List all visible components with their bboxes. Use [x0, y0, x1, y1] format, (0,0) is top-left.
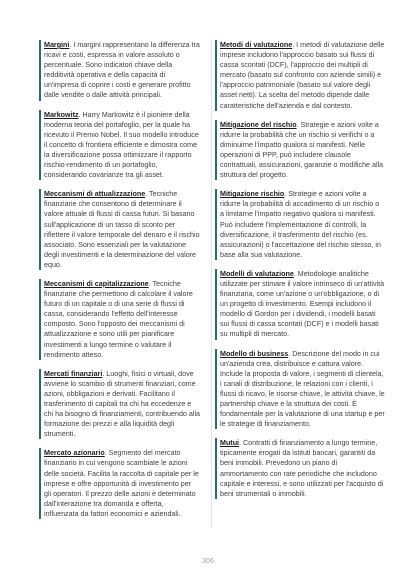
glossary-definition: . Luoghi, fisici o virtuali, dove avviene lo scambio di strumenti finanziari, come azioni, obbligazioni e derivati. Facilitano il trasferimento di capitali tra chi ha eccedenze e chi ha bisogno di finanziamenti, contribuendo alla formazione dei prezzi e alla liquidità degli strumenti.: [44, 369, 201, 439]
glossary-term: Margini: [44, 41, 70, 49]
glossary-entry-meccanismi-attualizzazione: [39, 189, 200, 270]
glossary-column-right: [215, 40, 385, 508]
glossary-definition: . Strategie e azioni volte a ridurre la probabilità che un rischio si verifichi o a diminuirne l'impatto qualora si manifesti. Nelle operazioni di PPP, può includere clausole contrattuali, assicurazioni, garanzie o modifiche alla struttura del progetto.: [220, 120, 384, 180]
glossary-definition: . Descrizione del modo in cui un'azienda crea, distribuisce e cattura valore. Include la proposta di valore, i segmenti di clientela, i canali di distribuzione, le relazioni con i clienti, i flussi di ricavo, le risorse chiave, le attività chiave, le partnership chiave e la struttura dei costi. È fondamentale per la valutazione di una startup e per le strategie di finanziamento.: [220, 349, 385, 429]
glossary-entry-modello-business: [215, 349, 385, 430]
glossary-term: Mercati finanziari: [44, 369, 103, 378]
glossary-entry-mercati-finanziari: [39, 369, 200, 440]
glossary-entry-mitigazione-del-rischio: [215, 120, 385, 181]
glossary-entry-mitigazione-rischio: [215, 189, 385, 260]
glossary-definition: . I metodi di valutazione delle imprese includono l'approccio basato sui flussi di cassa scontati (DCF), l'approccio dei multipli di mercato (basato sul confronto con aziende simili) e l'approccio patrimoniale (basato sul valore degli asset netti). La scelta del metodo dipende dalle caratteristiche dell'azienda e dal contesto.: [220, 41, 385, 110]
glossary-definition: . Metodologie analitiche utilizzate per stimare il valore intrinseco di un'attività finanziaria, come un'azione o un'obbligazione, o di un progetto di investimento. Esempi includono il modello di Gordon per i dividendi, i modelli basati sui flussi di cassa scontati (DCF) e i modelli basati su multipli di mercato.: [220, 269, 385, 339]
glossary-entry-metodi-valutazione: [215, 40, 385, 111]
page-number: 306: [202, 558, 214, 565]
glossary-term: Metodi di valutazione: [220, 41, 293, 49]
glossary-term: Mercato azionario: [44, 449, 105, 458]
glossary-term: Mitigazione del rischio: [220, 120, 297, 129]
glossary-term: Mitigazione rischio: [220, 190, 285, 199]
glossary-definition: . Contratti di finanziamento a lungo termine, tipicamente erogati da istituti bancari, garantiti da beni immobili. Prevedono un piano di ammortamento con rate periodiche che includono capitale e interessi, e sono utilizzati per l'acquisto di beni strumentali o immobili.: [220, 439, 384, 498]
glossary-definition: . Harry Markowitz è il pioniere della moderna teoria del portafoglio, per la quale ha ricevuto il Premio Nobel. Il suo modello introduce il concetto di frontiera efficiente e dimostra come la diversificazione possa ottimizzare il rapporto rischio-rendimento di un portafoglio, considerando covarianze tra gli asset.: [44, 110, 199, 180]
glossary-entry-mutui: [215, 438, 385, 499]
glossary-column-left: [39, 40, 212, 528]
glossary-entry-meccanismi-capitalizzazione: [39, 279, 200, 360]
glossary-term: Meccanismi di attualizzazione: [44, 190, 146, 199]
glossary-term: Markowitz: [44, 110, 79, 119]
glossary-term: Modelli di valutazione: [220, 269, 294, 278]
glossary-definition: . Segmento del mercato finanziario in cui vengono scambiate le azioni delle società. Facilita la raccolta di capitale per le imprese e offre opportunità di investimento per gli operatori. Il prezzo delle azioni è determinato dall'interazione tra domanda e offerta, influenzata da fattori economici e aziendali.: [44, 449, 199, 518]
glossary-definition: . Strategie e azioni volte a ridurre la probabilità di accadimento di un rischio o a limitarne l'impatto negativo qualora si manifesti. Può includere l'implementazione di controlli, la diversificazione, il trasferimento del rischio (es. assicurazioni) o l'accettazione del rischio stesso, in base alla sua valutazione.: [220, 190, 381, 259]
glossary-definition: . I margini rappresentano la differenza tra ricavi e costi, espressa in valore assoluto o percentuale. Sono indicatori chiave della redditività operativa e della capacità di un'impresa di coprire i costi e generare profitto dalle vendite o dalle attività principali.: [44, 41, 200, 100]
glossary-entry-modelli-valutazione: [215, 269, 385, 340]
glossary-term: Meccanismi di capitalizzazione: [44, 279, 149, 288]
glossary-definition: . Tecniche finanziarie che permettono di calcolare il valore futuro di un capitale o di una serie di flussi di cassa, considerando l'effetto dell'interesse composto. Sono l'opposto dei meccanismi di attualizzazione e sono utili per pianificare investimenti a lungo termine o valutare il rendimento atteso.: [44, 279, 193, 359]
glossary-term: Modello di business: [220, 349, 289, 358]
glossary-entry-markowitz: [39, 110, 200, 181]
glossary-term: Mutui: [220, 439, 240, 448]
glossary-entry-margini: [39, 40, 200, 101]
glossary-entry-mercato-azionario: [39, 448, 200, 519]
glossary-definition: . Tecniche finanziarie che consentono di determinare il valore attuale di flussi di cassa futuri. Si basano sull'applicazione di un tasso di sconto per riflettere il valore temporale del denaro e il rischio associato. Sono essenziali per la valutazione degli investimenti e la determinazione del valore equo.: [44, 190, 200, 269]
